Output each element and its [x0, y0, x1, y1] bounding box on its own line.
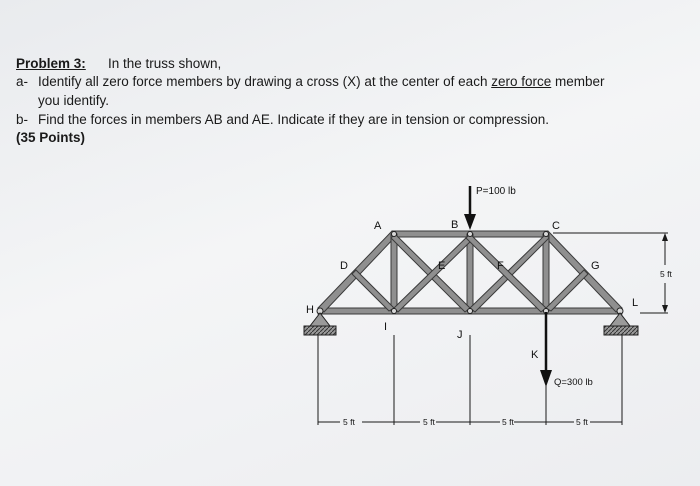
- span-label-3: 5 ft: [502, 417, 514, 427]
- node-label-C: C: [552, 220, 560, 232]
- node-label-F: F: [497, 260, 504, 272]
- points-label: (35 Points): [16, 130, 86, 145]
- part-b-marker: b-: [16, 112, 29, 127]
- member-GK: [546, 270, 588, 311]
- member-AI: [391, 234, 397, 311]
- node-label-G: G: [591, 260, 600, 272]
- part-b-text: Find the forces in members AB and AE. Indicate if they are in tension or compression.: [38, 112, 550, 127]
- node-label-J: J: [457, 329, 463, 341]
- pin-support-H: [304, 313, 336, 335]
- span-label-4: 5 ft: [576, 417, 588, 427]
- member-CK: [543, 234, 549, 311]
- span-label-2: 5 ft: [423, 417, 435, 427]
- node-label-L: L: [632, 297, 639, 309]
- load-P-arrow: [464, 186, 476, 230]
- span-label-1: 5 ft: [343, 417, 355, 427]
- part-a-line2: you identify.: [38, 93, 110, 108]
- node-label-D: D: [340, 260, 348, 272]
- node-label-E: E: [438, 260, 446, 272]
- node-label-K: K: [531, 349, 539, 361]
- part-a-marker: a-: [16, 74, 29, 89]
- height-label: 5 ft: [660, 269, 672, 279]
- truss-members: [318, 231, 622, 314]
- node-label-B: B: [451, 219, 459, 231]
- part-a-text: Identify all zero force members by drawing a cross (X) at the center of each zero force member: [38, 74, 605, 89]
- load-Q-arrow: [540, 312, 552, 387]
- zero-force-underlined: zero force: [491, 74, 552, 89]
- node-label-H: H: [306, 304, 314, 316]
- problem-heading: Problem 3:: [16, 56, 86, 71]
- load-P-label: P=100 lb: [476, 186, 516, 197]
- node-label-A: A: [374, 220, 382, 232]
- member-BJ: [467, 234, 473, 311]
- roller-support-L: [604, 313, 638, 335]
- node-label-I: I: [384, 321, 388, 333]
- problem-intro: In the truss shown,: [108, 56, 222, 71]
- member-DI: [352, 270, 394, 311]
- load-Q-label: Q=300 lb: [554, 377, 593, 388]
